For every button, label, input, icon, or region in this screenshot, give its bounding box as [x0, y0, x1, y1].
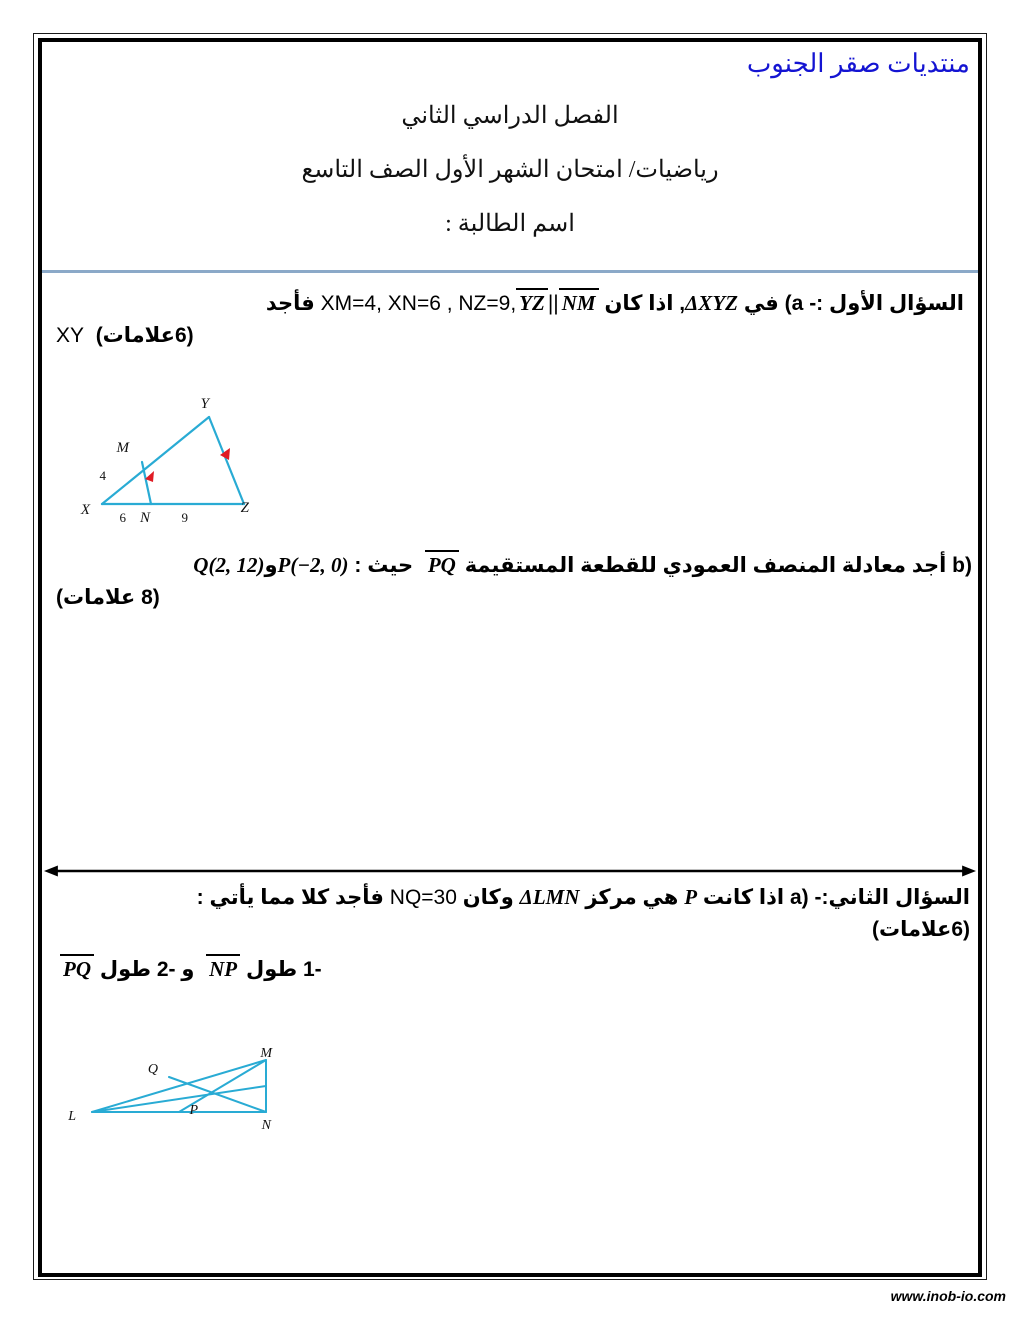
- question-2a-tag: a): [789, 886, 809, 909]
- question-2-item2-segment-pq: PQ: [60, 954, 94, 981]
- header-semester-line: الفصل الدراسي الثاني: [401, 103, 619, 129]
- question-2a-find-text: فأجد كلا مما يأتي :: [196, 886, 384, 909]
- question-2a-triangle: ΔLMN: [519, 885, 580, 909]
- question-2-item2-word: طول: [99, 958, 152, 981]
- page-frame: [38, 38, 982, 1277]
- question-1a-if-word: , اذا كان: [604, 292, 686, 315]
- cevian-l-to-mn-midpoint: [92, 1086, 266, 1112]
- question-1b-statement: أجد معادلة المنصف العمودي للقطعة المستقيمة: [464, 554, 947, 577]
- question-2-item1-word: طول: [245, 958, 298, 981]
- question-1b-point-q: Q(2, 12): [193, 553, 265, 577]
- question-2a-block: [56, 882, 970, 945]
- question-1a-parallel-symbol: ||: [547, 292, 559, 315]
- question-2-item1-number: 1-: [302, 958, 322, 981]
- question-2a-mid-text: هي مركز: [585, 886, 679, 909]
- question-2-item2-number: 2-: [156, 958, 176, 981]
- question-1a-tag: (a: [784, 292, 804, 315]
- footer-site-url: www.inob-io.com: [890, 1288, 1006, 1304]
- figure-triangle-xyz: [72, 382, 322, 532]
- segment-lm: [92, 1060, 266, 1112]
- figure2-label-q: Q: [147, 1062, 158, 1077]
- question-2a-marks-line: [56, 914, 970, 946]
- question-2a-and-word: وكان: [462, 886, 514, 909]
- document-header: [42, 104, 978, 236]
- question-1b-marks-line: [56, 582, 972, 614]
- question-1b-where-word: حيث :: [354, 554, 414, 577]
- figure1-length-nz: 9: [181, 510, 188, 525]
- question-1a-target: XY: [56, 323, 85, 347]
- figure1-label-m: M: [116, 440, 129, 456]
- question-2-items-block: [56, 954, 970, 986]
- question-2a-point-p: P: [684, 885, 698, 909]
- question-1a-block: [56, 288, 964, 351]
- figure1-label-y: Y: [200, 396, 209, 412]
- section-arrow-separator: [44, 862, 976, 880]
- page-content: [42, 42, 978, 1273]
- figure1-length-xn: 6: [119, 510, 126, 525]
- question-1a-givens: XM=4, XN=6 , NZ=9,: [320, 292, 517, 315]
- figure1-label-x: X: [80, 502, 90, 518]
- question-1a-in-word: في: [743, 292, 779, 315]
- question-1a-label: السؤال الأول :-: [809, 292, 964, 315]
- figure2-label-l: L: [68, 1109, 76, 1124]
- question-2a-text: [56, 882, 970, 914]
- question-2-item1-segment-np: NP: [206, 954, 240, 981]
- figure2-label-p: P: [189, 1103, 198, 1118]
- question-2a-label: السؤال الثاني:-: [814, 886, 970, 909]
- segment-xy: [99, 417, 209, 504]
- question-1a-segment-yz: YZ: [516, 288, 548, 315]
- segment-yz: [209, 417, 244, 504]
- cevian-n-to-q: [169, 1077, 266, 1112]
- figure1-label-n: N: [139, 510, 150, 526]
- question-2a-given: NQ=30: [389, 886, 457, 909]
- figure2-label-m: M: [260, 1046, 272, 1061]
- figure1-length-xm: 4: [99, 468, 106, 483]
- header-subject-line: رياضيات/ امتحان الشهر الأول الصف التاسع: [301, 157, 719, 183]
- question-1b-conjunction: و: [264, 554, 278, 577]
- question-2-items-conjunction: و: [181, 958, 195, 981]
- question-2-items-line: [56, 954, 970, 986]
- question-1a-find-word: فأجد: [265, 292, 315, 315]
- question-1b-marks: (8 علامات): [56, 585, 160, 609]
- question-1b-tag: b): [952, 554, 972, 577]
- figure1-label-z: Z: [240, 500, 249, 516]
- question-1a-second-line: [56, 320, 964, 352]
- question-1a-triangle: ΔXYZ: [685, 291, 738, 315]
- question-2a-marks: (6علامات): [872, 917, 970, 941]
- figure-triangle-lmn: [62, 1017, 342, 1157]
- question-1a-marks: (6علامات): [95, 323, 194, 347]
- question-1b-text: [56, 550, 972, 582]
- question-1a-text: [56, 288, 964, 320]
- question-1b-block: [56, 550, 972, 613]
- question-2a-if-word: اذا كانت: [702, 886, 785, 909]
- header-divider-rule: [42, 270, 978, 273]
- question-1b-segment-pq: PQ: [425, 550, 459, 577]
- question-1a-segment-nm: NM: [559, 288, 599, 315]
- question-1b-point-p: P(−2, 0): [277, 553, 349, 577]
- figure2-label-n: N: [261, 1118, 271, 1133]
- header-student-name-line: اسم الطالبة :: [445, 211, 575, 237]
- forum-banner-text: منتديات صقر الجنوب: [746, 49, 970, 78]
